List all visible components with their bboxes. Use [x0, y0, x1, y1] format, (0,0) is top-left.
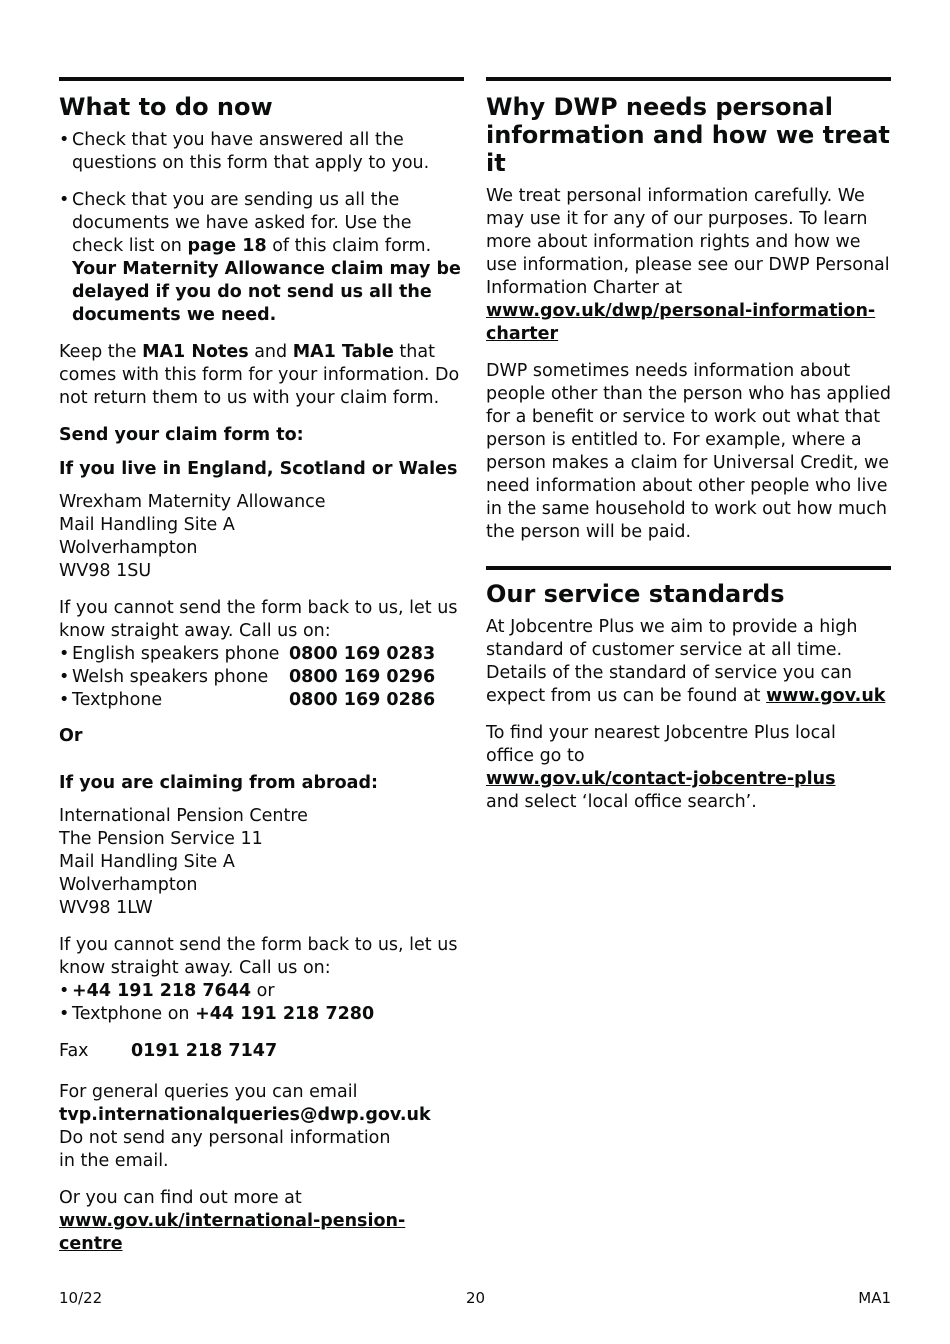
checklist — [59, 129, 464, 327]
phone-row: • Welsh speakers phone 0800 169 0296 — [59, 666, 464, 689]
personal-info-paragraph: We treat personal information carefully. We may use it for any of our purposes. To learn more about information rights and how we use information, please see our DWP Personal Information Charter at www.gov.uk/dwp/personal-information-charter — [486, 186, 890, 344]
list-item: • Check that you are sending us all the documents we have asked for. Use the check list on page 18 of this claim form. Your Maternity Allowance claim may be delayed if you do not send us all the documents we need. — [59, 189, 464, 327]
abroad-phone-list — [59, 980, 464, 1026]
personal-information-charter-link[interactable]: www.gov.uk/dwp/personal-information-charter — [486, 301, 876, 344]
more-info-paragraph: Or you can find out more at www.gov.uk/international-pension-centre — [59, 1188, 406, 1254]
delay-warning: Your Maternity Allowance claim may be delayed if you do not send us all the documents we need. — [72, 259, 461, 325]
keep-notes-paragraph: Keep the MA1 Notes and MA1 Table that comes with this form for your information. Do not return them to us with your claim form. — [59, 342, 460, 408]
phone-row: • English speakers phone 0800 169 0283 — [59, 643, 464, 666]
service-standards-heading: Our service standards — [486, 580, 785, 608]
send-claim-heading: Send your claim form to: — [59, 425, 304, 445]
uk-heading: If you live in England, Scotland or Wales — [59, 459, 458, 479]
page-reference: page 18 — [187, 236, 267, 256]
abroad-heading: If you are claiming from abroad: — [59, 773, 379, 793]
footer-date: 10/22 — [59, 1289, 103, 1307]
section-divider — [486, 77, 891, 81]
phone-row: • +44 191 218 7644 or — [59, 980, 464, 1003]
section-divider — [486, 566, 891, 570]
pension-centre-link[interactable]: www.gov.uk/international-pension-centre — [59, 1211, 406, 1254]
abroad-call-intro: If you cannot send the form back to us, let us know straight away. Call us on: — [59, 935, 458, 978]
phone-row: • Textphone on +44 191 218 7280 — [59, 1003, 464, 1026]
uk-phone-list — [59, 643, 464, 712]
gov-uk-link[interactable]: www.gov.uk — [766, 686, 886, 706]
abroad-address: International Pension Centre The Pension Service 11 Mail Handling Site A Wolverhampton WV98 1LW — [59, 806, 308, 918]
fax-row — [59, 1040, 464, 1063]
email-address[interactable]: tvp.internationalqueries@dwp.gov.uk — [59, 1105, 431, 1125]
list-item: • Check that you have answered all the questions on this form that apply to you. — [59, 129, 464, 175]
dwp-info-heading: Why DWP needs personal information and how we treat it — [486, 93, 890, 177]
fax-label: Fax — [59, 1041, 89, 1061]
other-people-paragraph: DWP sometimes needs information about people other than the person who has applied for a benefit or service to work out what that person is entitled to. For example, where a person makes a claim for Universal Credit, we need information about other people who live in the same household to work out how much the person will be paid. — [486, 361, 891, 542]
footer-page-number: 20 — [466, 1289, 486, 1307]
jobcentre-paragraph: To find your nearest Jobcentre Plus local office go to www.gov.uk/contact-jobcentre-plus and select ‘local office search’. — [486, 723, 836, 812]
uk-address: Wrexham Maternity Allowance Mail Handling Site A Wolverhampton WV98 1SU — [59, 492, 326, 581]
email-paragraph: For general queries you can email tvp.internationalqueries@dwp.gov.uk Do not send any personal information in the email. — [59, 1082, 431, 1171]
right-column — [486, 77, 891, 814]
phone-number: 0800 169 0296 — [289, 667, 436, 687]
phone-number: 0800 169 0283 — [289, 644, 436, 664]
phone-row: • Textphone 0800 169 0286 — [59, 689, 464, 712]
contact-jobcentre-link[interactable]: www.gov.uk/contact-jobcentre-plus — [486, 769, 836, 789]
what-to-do-heading: What to do now — [59, 93, 273, 121]
or-separator: Or — [59, 726, 83, 746]
phone-number: 0800 169 0286 — [289, 690, 436, 710]
footer-form-code: MA1 — [858, 1289, 891, 1307]
service-standards-paragraph: At Jobcentre Plus we aim to provide a high standard of customer service at all time. Details of the standard of service you can expect from us can be found at www.gov.uk — [486, 617, 886, 706]
section-divider — [59, 77, 464, 81]
uk-call-intro: If you cannot send the form back to us, let us know straight away. Call us on: — [59, 598, 458, 641]
fax-number: 0191 218 7147 — [131, 1041, 278, 1061]
left-column — [59, 77, 464, 1256]
